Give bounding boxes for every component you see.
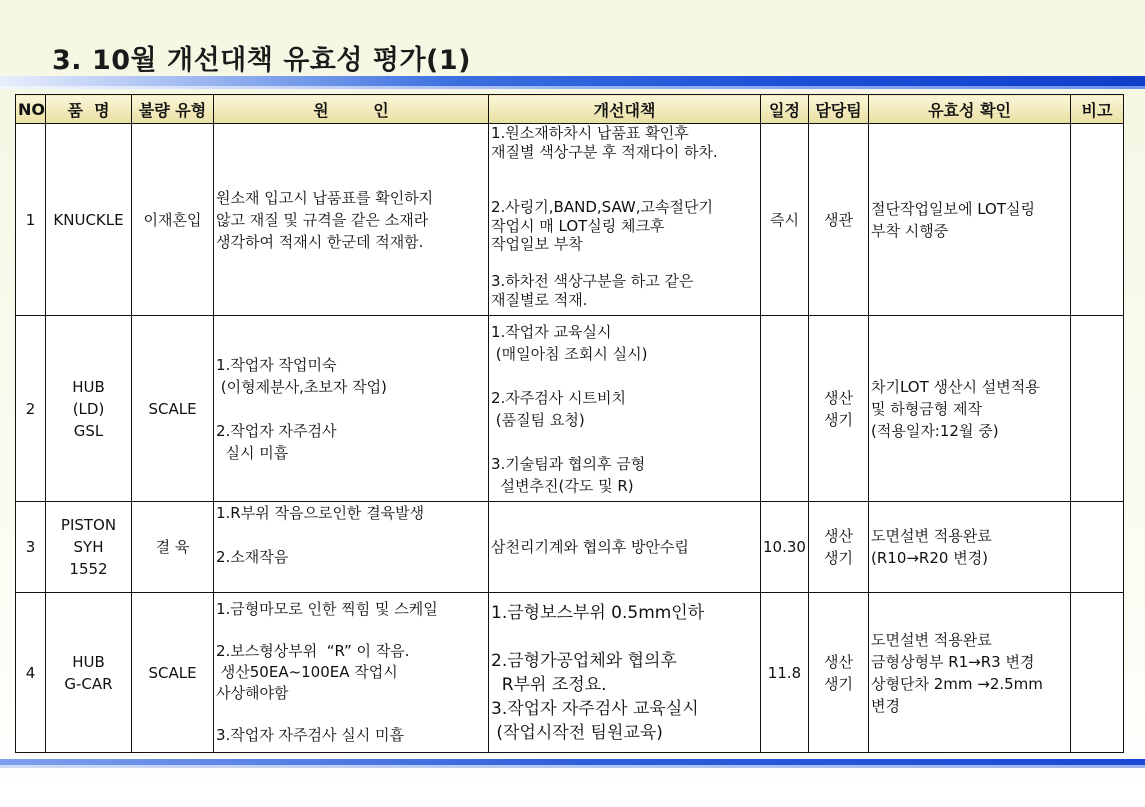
row-defect-type: SCALE bbox=[132, 593, 214, 753]
row-check: 차기LOT 생산시 설변적용 및 하형금형 제작 (적용일자:12월 중) bbox=[869, 316, 1071, 502]
row-measure: 삼천리기계와 협의후 방안수립 bbox=[489, 502, 761, 593]
header-team: 담당팀 bbox=[809, 95, 869, 124]
header-schedule: 일정 bbox=[761, 95, 809, 124]
row-schedule: 11.8 bbox=[761, 593, 809, 753]
row-note bbox=[1071, 124, 1124, 316]
row-cause: 1.금형마모로 인한 찍힘 및 스케일 2.보스형상부위 “R” 이 작음. 생산50EA~100EA 작업시 사상해야함 3.작업자 자주검사 실시 미흡 bbox=[214, 593, 489, 753]
table-row bbox=[16, 124, 1124, 316]
header-row bbox=[16, 95, 1124, 124]
row-defect-type: 이재혼입 bbox=[132, 124, 214, 316]
header-measure: 개선대책 bbox=[489, 95, 761, 124]
table-row bbox=[16, 502, 1124, 593]
header-note: 비고 bbox=[1071, 95, 1124, 124]
table-row bbox=[16, 593, 1124, 753]
row-team: 생산 생기 bbox=[809, 593, 869, 753]
row-item: HUB (LD) GSL bbox=[46, 316, 132, 502]
row-measure: 1.작업자 교육실시 (매일아침 조회시 실시) 2.자주검사 시트비치 (품질팀 요청) 3.기술팀과 협의후 금형 설변추진(각도 및 R) bbox=[489, 316, 761, 502]
row-measure: 1.원소재하차시 납품표 확인후 재질별 색상구분 후 적재다이 하차. 2.사링기,BAND,SAW,고속절단기 작업시 매 LOT실링 체크후 작업일보 부착 3.하차전 색상구분을 하고 같은 재질별로 적재. bbox=[489, 124, 761, 316]
title-underline-bar bbox=[0, 76, 1145, 86]
row-no: 4 bbox=[16, 593, 46, 753]
row-check: 절단작업일보에 LOT실링 부착 시행중 bbox=[869, 124, 1071, 316]
row-defect-type: 결 육 bbox=[132, 502, 214, 593]
row-measure: 1.금형보스부위 0.5mm인하 2.금형가공업체와 협의후 R부위 조정요. 3.작업자 자주검사 교육실시 (작업시작전 팀원교육) bbox=[489, 593, 761, 753]
header-cause: 원 인 bbox=[214, 95, 489, 124]
row-note bbox=[1071, 316, 1124, 502]
row-item: HUB G-CAR bbox=[46, 593, 132, 753]
title-underline-bar-thin bbox=[0, 86, 1145, 89]
row-no: 2 bbox=[16, 316, 46, 502]
row-cause: 1.작업자 작업미숙 (이형제분사,초보자 작업) 2.작업자 자주검사 실시 미흡 bbox=[214, 316, 489, 502]
header-check: 유효성 확인 bbox=[869, 95, 1071, 124]
header-item: 품 명 bbox=[46, 95, 132, 124]
row-cause: 원소재 입고시 납품표를 확인하지 않고 재질 및 규격을 같은 소재라 생각하여 적재시 한군데 적재함. bbox=[214, 124, 489, 316]
row-schedule: 10.30 bbox=[761, 502, 809, 593]
header-no: NO bbox=[16, 95, 46, 124]
row-note bbox=[1071, 593, 1124, 753]
row-team: 생관 bbox=[809, 124, 869, 316]
footer-bar-thin bbox=[0, 765, 1145, 768]
row-cause: 1.R부위 작음으로인한 결육발생 2.소재작음 bbox=[214, 502, 489, 593]
row-team: 생산 생기 bbox=[809, 316, 869, 502]
row-note bbox=[1071, 502, 1124, 593]
row-defect-type: SCALE bbox=[132, 316, 214, 502]
table-row bbox=[16, 316, 1124, 502]
row-team: 생산 생기 bbox=[809, 502, 869, 593]
row-schedule bbox=[761, 316, 809, 502]
evaluation-table bbox=[15, 94, 1124, 753]
row-check: 도면설변 적용완료 (R10→R20 변경) bbox=[869, 502, 1071, 593]
row-check: 도면설변 적용완료 금형상형부 R1→R3 변경 상형단차 2mm →2.5mm 변경 bbox=[869, 593, 1071, 753]
row-no: 1 bbox=[16, 124, 46, 316]
page-title: 3. 10월 개선대책 유효성 평가(1) bbox=[52, 45, 472, 76]
row-item: PISTON SYH 1552 bbox=[46, 502, 132, 593]
row-item: KNUCKLE bbox=[46, 124, 132, 316]
row-schedule: 즉시 bbox=[761, 124, 809, 316]
header-defect-type: 불량 유형 bbox=[132, 95, 214, 124]
row-no: 3 bbox=[16, 502, 46, 593]
